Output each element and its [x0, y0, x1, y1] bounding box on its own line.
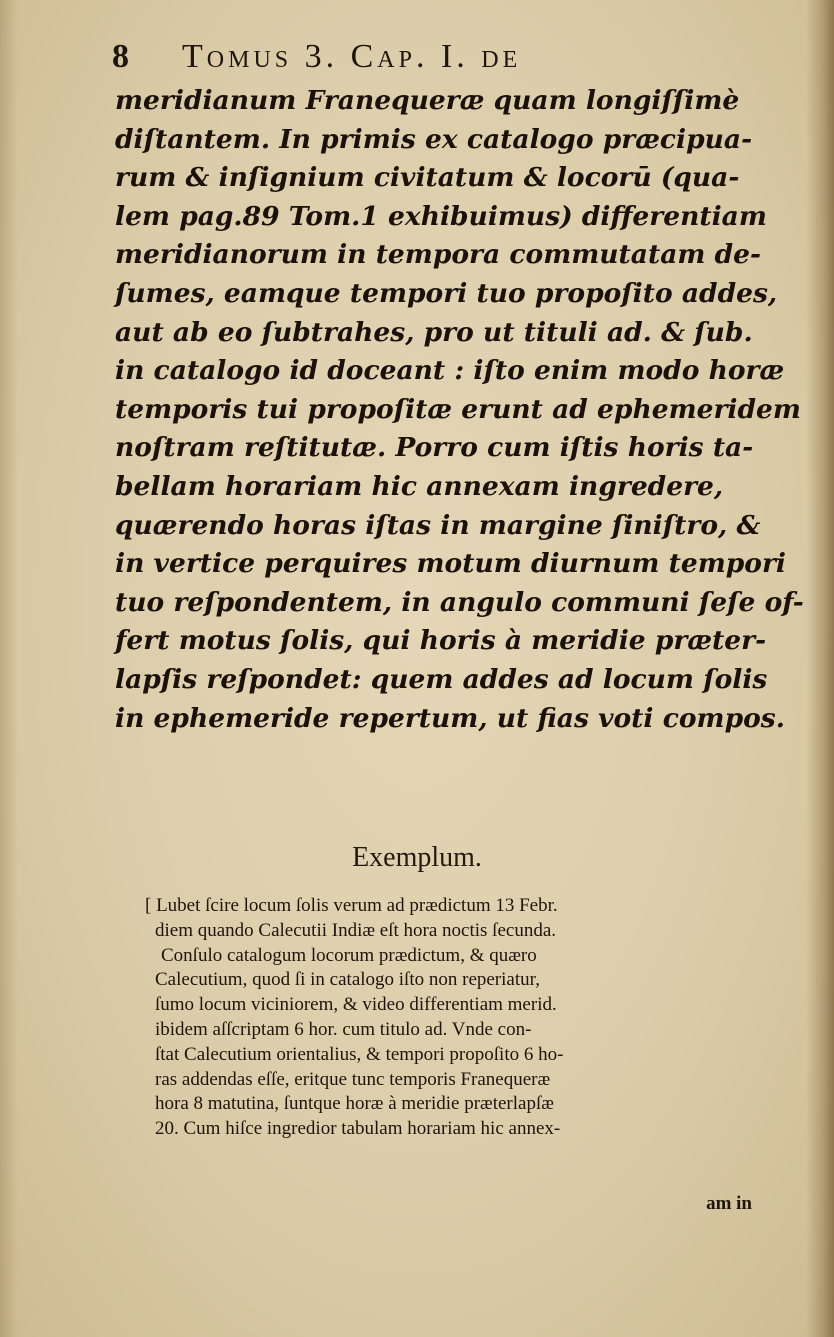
running-header	[112, 38, 752, 76]
text-line: in catalogo id doceant : iſto enim modo horæ	[115, 355, 785, 387]
text-line: tuo reſpondentem, in angulo communi ſeſe of-	[115, 586, 804, 618]
example-line: diem quando Calecutii Indiæ eſt hora noctis ſecunda.	[155, 919, 557, 941]
text-line: temporis tui propoſitæ erunt ad ephemeridem	[115, 393, 801, 425]
catchword: am in	[706, 1193, 752, 1214]
text-line: meridianum Franequeræ quam longiſſimè	[115, 85, 740, 116]
example-line: ſtat Calecutium orientalius, & tempori propoſito 6 ho-	[155, 1043, 564, 1065]
page-number: 8	[112, 38, 132, 75]
text-line: diſtantem. In primis ex catalogo præcipua-	[115, 123, 753, 155]
text-line: meridianorum in tempora commutatam de-	[115, 239, 762, 271]
text-line: ſumes, eamque tempori tuo propoſito addes,	[115, 277, 778, 309]
example-line: ibidem aſſcriptam 6 hor. cum titulo ad. Vnde con-	[155, 1018, 532, 1040]
example-heading: Exemplum.	[352, 842, 482, 873]
page-gutter-shadow	[0, 0, 18, 1337]
text-line: aut ab eo ſubtrahes, pro ut tituli ad. & ſub.	[115, 316, 753, 348]
example-line: Calecutium, quod ſi in catalogo iſto non reperiatur,	[155, 969, 540, 991]
example-line: [ Lubet ſcire locum ſolis verum ad prædictum 13 Febr.	[145, 895, 558, 916]
text-line: in ephemeride repertum, ut fias voti compos.	[115, 702, 785, 734]
text-line: bellam horariam hic annexam ingredere,	[115, 470, 724, 502]
text-line: rum & inſignium civitatum & locorū (qua-	[115, 162, 740, 194]
text-line: fert motus ſolis, qui horis à meridie præter-	[115, 625, 767, 657]
example-line: 20. Cum hiſce ingredior tabulam horariam hic annex-	[155, 1118, 561, 1140]
example-line: Conſulo catalogum locorum prædictum, & quæro	[161, 944, 537, 966]
main-text-block	[115, 82, 804, 738]
running-title: Tomus 3. Cap. I. de	[182, 38, 522, 75]
text-line: noſtram reſtitutæ. Porro cum iſtis horis ta-	[115, 432, 754, 464]
example-line: ſumo locum viciniorem, & video differentiam merid.	[155, 994, 557, 1016]
text-line: in vertice perquires motum diurnum tempori	[115, 548, 786, 580]
text-line: lapſis reſpondet: quem addes ad locum ſolis	[115, 663, 768, 695]
text-line: lem pag.89 Tom.1 exhibuimus) differentiam	[115, 200, 767, 232]
text-line: quærendo horas iſtas in margine ſiniſtro, &	[115, 509, 761, 541]
example-line: ras addendas eſſe, eritque tunc temporis Franequeræ	[155, 1068, 551, 1090]
example-text-block	[145, 894, 770, 1142]
page-edge-shadow	[806, 0, 834, 1337]
example-line: hora 8 matutina, ſuntque horæ à meridie præterlapſæ	[155, 1093, 554, 1115]
